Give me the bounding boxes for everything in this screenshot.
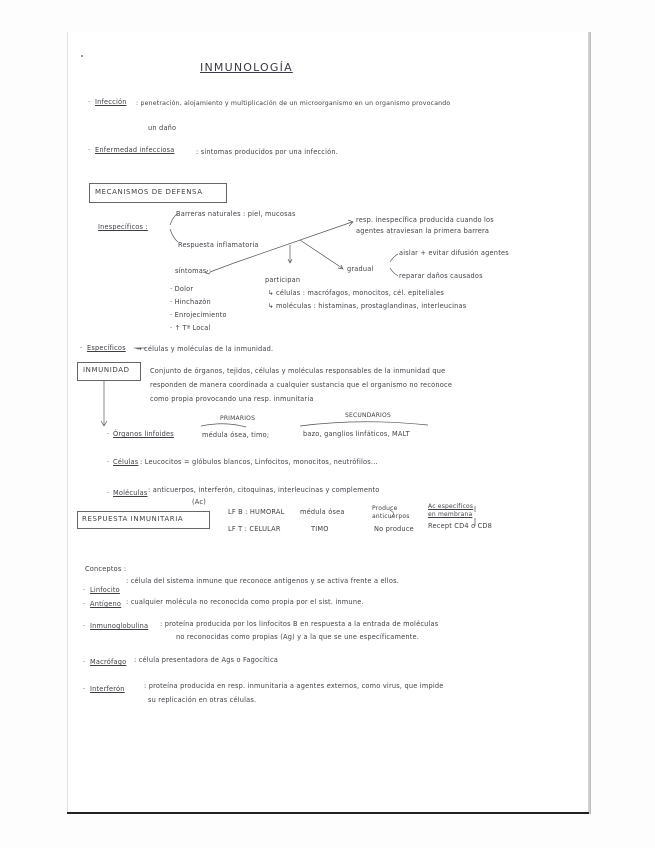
concepto-term-interferon: Interferón — [90, 685, 125, 693]
moleculas-term: Moléculas — [113, 489, 148, 497]
infeccion-term: Infección — [95, 98, 127, 106]
bullet-dot: · — [83, 600, 86, 608]
concepto-def-inmunoglobulina: : proteína producida por los linfocitos B en respuesta a la entrada de moléculas — [160, 620, 439, 628]
concepto-def-antigeno: : cualquier molécula no reconocida como propia por el sist. inmune. — [126, 598, 364, 606]
reparar-danos: reparar daños causados — [399, 272, 483, 280]
bullet-dot: · — [83, 622, 86, 630]
resp-inespecifica-line2: agentes atraviesan la primera barrera — [356, 227, 490, 235]
conceptos-heading: Conceptos : — [85, 565, 127, 573]
inespecificos-label — [98, 224, 148, 231]
page-title: INMUNOLOGÍA — [200, 61, 293, 74]
lft-produce: No produce — [374, 525, 414, 533]
moleculas-ac: (Ac) — [192, 498, 206, 506]
lft-origen: TIMO — [311, 525, 329, 533]
bullet-dot: · — [107, 430, 110, 438]
infeccion-definition-cont: un daño — [148, 124, 177, 132]
concepto-def-inmunoglobulina-cont: no reconocidas como propias (Ag) y a la que se une específicamente. — [176, 633, 420, 641]
aislar-evitar: aislar + evitar difusión agentes — [399, 249, 509, 257]
lft-label: LF T : CELULAR — [228, 525, 281, 533]
page-bottom-edge — [67, 812, 589, 814]
bullet-dot: · — [107, 489, 110, 497]
bullet-dot: · — [83, 685, 86, 693]
concepto-def-interferon: : proteína producida en resp. inmunitaria a agentes externos, como virus, que impide — [144, 682, 444, 690]
participan-celulas: ↳ células : macrófagos, monocitos, cél. epiteliales — [268, 289, 444, 297]
participan-label: participan — [265, 276, 301, 284]
lfb-origen: médula ósea — [300, 508, 345, 516]
margin-dot — [81, 55, 83, 57]
respuesta-inflamatoria: Respuesta inflamatoria — [178, 241, 259, 249]
inespecificos-term: Inespecíficos : — [98, 223, 148, 231]
organos-primarios: médula ósea, timo; — [202, 431, 270, 439]
lfb-ac-1: Ac específicos — [428, 503, 474, 510]
bullet-dot: · — [107, 458, 110, 466]
celulas-term: Células — [113, 458, 139, 466]
bullet-dot: · — [88, 98, 91, 106]
enfermedad-term: Enfermedad infecciosa — [95, 146, 175, 154]
concepto-term-antigeno: Antígeno — [90, 600, 122, 608]
inmunidad-def-line2: responden de manera coordinada a cualquier sustancia que el organismo no reconoce — [150, 381, 453, 389]
secundarios-label: SECUNDARIOS — [345, 412, 391, 419]
lfb-produce-2: anticuerpos — [372, 513, 410, 520]
sintoma-item: · ↑ Tª Local — [170, 324, 211, 332]
organos-term: Órganos linfoides — [113, 430, 174, 438]
bullet-dot: · — [88, 146, 91, 154]
organos-secundarios: bazo, ganglios linfáticos, MALT — [303, 430, 410, 438]
participan-moleculas: ↳ moléculas : histaminas, prostaglandinas, interleucinas — [268, 302, 467, 310]
celulas-definition: : Leucocitos = glóbulos blancos, Linfocitos, monocitos, neutrófilos... — [140, 458, 378, 466]
lft-recept: Recept CD4 o CD8 — [428, 522, 493, 530]
concepto-term-inmunoglobulina: Inmunoglobulina — [90, 622, 149, 630]
especificos-definition: → células y moléculas de la inmunidad. — [136, 345, 274, 353]
especificos-term: Específicos — [87, 344, 126, 352]
enfermedad-definition: : síntomas producidos por una infección. — [196, 148, 339, 156]
barreras-naturales: Barreras naturales : piel, mucosas — [176, 210, 296, 218]
concepto-term-macrofago: Macrófago — [90, 658, 127, 666]
concepto-def-interferon-cont: su replicación en otras células. — [148, 696, 257, 704]
concepto-def-macrofago: : célula presentadora de Ags o Fagocítica — [134, 656, 279, 664]
sintoma-item: · Dolor — [170, 285, 194, 293]
bullet-dot: · — [83, 586, 86, 594]
respuesta-label: RESPUESTA INMUNITARIA — [82, 515, 184, 523]
bullet-dot: · — [83, 658, 86, 666]
lfb-produce-1: Produce — [372, 505, 398, 512]
concepto-def-linfocito: : célula del sistema inmune que reconoce antígenos y se activa frente a ellos. — [126, 577, 400, 585]
concepto-term-linfocito: Linfocito — [90, 586, 120, 594]
bullet-dot: · — [80, 344, 83, 352]
sintoma-item: · Enrojecimiento — [170, 311, 227, 319]
lfb-ac-2: en membrana — [428, 511, 473, 518]
lfb-label: LF B : HUMORAL — [228, 508, 285, 516]
mecanismos-label: MECANISMOS DE DEFENSA — [95, 188, 203, 196]
inmunidad-def-line1: Conjunto de órganos, tejidos, células y moléculas responsables de la inmunidad que — [150, 367, 446, 375]
resp-inespecifica-line1: resp. inespecífica producida cuando los — [356, 216, 494, 224]
infeccion-definition: : penetración, alojamiento y multiplicación de un microorganismo en un organismo provocando — [136, 100, 451, 107]
gradual-label: gradual — [347, 265, 374, 273]
primarios-label: PRIMARIOS — [220, 415, 256, 422]
sintomas-label: síntomas : — [175, 267, 212, 275]
inmunidad-label: INMUNIDAD — [83, 366, 130, 374]
sintoma-item: · Hinchazón — [170, 298, 211, 306]
inmunidad-def-line3: como propia provocando una resp. inmunitaria — [150, 395, 314, 403]
moleculas-definition: : anticuerpos, interferón, citoquinas, interleucinas y complemento — [148, 486, 380, 494]
